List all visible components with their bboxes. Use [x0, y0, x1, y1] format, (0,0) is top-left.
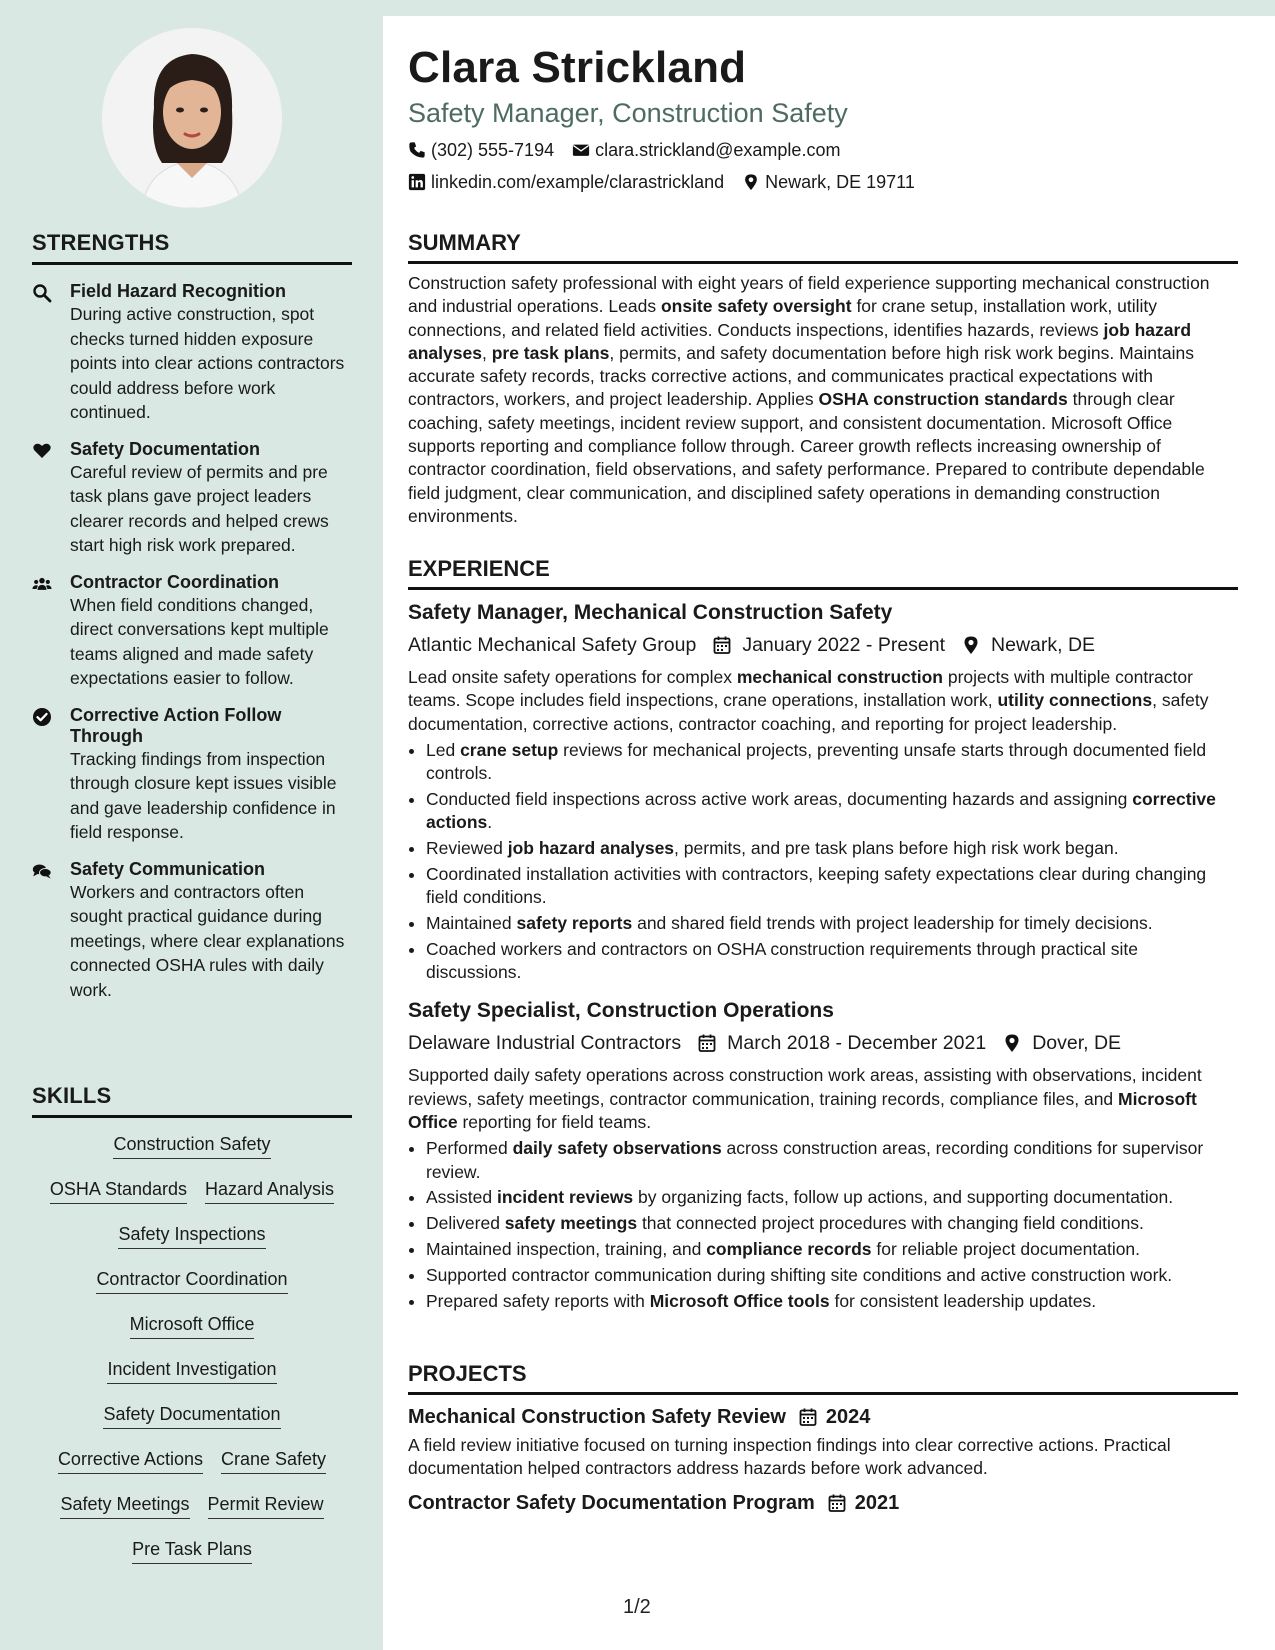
text-segment: and shared field trends with project leadership for timely decisions.	[632, 912, 1153, 933]
strength-title: Field Hazard Recognition	[70, 281, 287, 301]
location-text: Dover, DE	[1032, 1032, 1122, 1055]
skills-title: SKILLS	[32, 1083, 352, 1118]
bullet-item	[426, 837, 1238, 860]
bullet-item	[426, 1137, 1238, 1184]
text-segment: Prepared safety reports with	[426, 1290, 650, 1311]
text-segment: Conducted field inspections across active work areas, documenting hazards and assigning	[426, 788, 1133, 809]
envelope-icon	[572, 141, 590, 159]
experience-title: EXPERIENCE	[408, 556, 1238, 590]
dates-text: January 2022 - Present	[742, 634, 946, 656]
skill-row	[32, 1132, 352, 1177]
text-segment: for crane setup, installation work, utility connections, and related field activities. Conducts inspections, identifies hazards, reviews	[408, 296, 1157, 340]
job-title: Safety Manager, Mechanical Construction Safety	[408, 601, 893, 624]
strengths-title: STRENGTHS	[32, 230, 352, 265]
text-segment: Reviewed	[426, 838, 508, 859]
profile-photo	[102, 28, 282, 208]
emphasis-text: daily safety observations	[512, 1138, 722, 1159]
project-year: 2021	[854, 1491, 900, 1514]
job-company	[408, 632, 696, 658]
strength-title: Safety Communication	[70, 858, 266, 879]
bullet-item	[426, 863, 1238, 910]
project-year: 2024	[825, 1406, 871, 1428]
phone-icon	[408, 141, 426, 159]
bullet-item	[426, 938, 1238, 985]
project-name: Mechanical Construction Safety Review	[408, 1406, 786, 1428]
skill-row	[32, 1402, 352, 1447]
projects-title: PROJECTS	[408, 1361, 1238, 1395]
text-segment: , safety documentation, corrective actions, contractor coaching, and reporting for project leadership.	[408, 690, 1209, 734]
emphasis-text: OSHA construction standards	[818, 389, 1068, 410]
text-segment: Coordinated installation activities with contractors, keeping safety expectations clear during changing field conditions.	[426, 863, 1207, 908]
strength-title: Contractor Coordination	[70, 571, 279, 592]
linkedin-icon	[408, 173, 426, 191]
job-meta	[408, 632, 1238, 658]
contact-row-2	[408, 170, 1248, 194]
strength-title: Safety Documentation	[70, 438, 261, 459]
strength-item	[32, 705, 352, 845]
text-segment: Maintained inspection, training, and	[426, 1238, 707, 1259]
text-segment: Delivered	[426, 1213, 505, 1234]
emphasis-text: utility connections	[997, 690, 1153, 711]
emphasis-text: pre task plans	[491, 342, 610, 363]
text-segment: that connected project procedures with changing field conditions.	[637, 1213, 1144, 1234]
emphasis-text: crane setup	[460, 739, 559, 760]
project-name: Contractor Safety Documentation Program	[408, 1491, 815, 1514]
map-pin-icon	[742, 173, 760, 191]
skill-tag: Construction Safety	[113, 1132, 270, 1159]
text-segment: for consistent leadership updates.	[829, 1290, 1097, 1311]
emphasis-text: corrective actions	[426, 788, 1216, 833]
job-dates	[697, 1030, 986, 1056]
job-dates	[712, 632, 945, 658]
page-number: 1/2	[623, 1596, 651, 1618]
skill-row	[32, 1177, 352, 1222]
text-segment: Maintained	[426, 912, 517, 933]
check-circle-icon	[32, 707, 52, 727]
skill-row	[32, 1267, 352, 1312]
emphasis-text: job hazard analyses	[408, 319, 1192, 363]
emphasis-text: safety reports	[516, 912, 633, 933]
emphasis-text: incident reviews	[497, 1187, 634, 1208]
map-pin-icon	[961, 635, 981, 655]
location-text: Newark, DE 19711	[765, 171, 915, 192]
comments-icon	[32, 861, 52, 881]
calendar-icon	[697, 1033, 717, 1053]
linkedin-text: linkedin.com/example/clarastrickland	[431, 171, 725, 192]
emphasis-text: job hazard analyses	[507, 838, 675, 859]
strength-description: Tracking findings from inspection through closure kept issues visible and gave leadership confidence in field response.	[70, 748, 337, 842]
skill-tag: Safety Inspections	[118, 1222, 265, 1249]
bullet-item	[426, 788, 1238, 835]
strengths-section	[32, 230, 352, 1002]
text-segment: Coached workers and contractors on OSHA construction requirements through practical site discussions.	[426, 938, 1139, 983]
skill-tag: Safety Meetings	[60, 1492, 189, 1519]
project-description: A field review initiative focused on turning inspection findings into clear corrective actions. Practical documentation helped contractors address hazards before work advanced.	[408, 1435, 1171, 1479]
emphasis-text: mechanical construction	[736, 667, 943, 687]
project-entry	[408, 1404, 1238, 1481]
text-segment: by organizing facts, follow up actions, and supporting documentation.	[633, 1187, 1174, 1208]
text-segment: , permits, and safety documentation before high risk work begins. Maintains accurate safety records, tracks corrective actions, and communicates practical expectations with contractors, workers, and project leadership. Applies	[408, 342, 1194, 410]
skill-row	[32, 1537, 352, 1582]
job-location	[961, 632, 1095, 658]
job-meta	[408, 1030, 1238, 1056]
strength-title: Corrective Action Follow Through	[70, 704, 282, 746]
job-bullets	[408, 1137, 1238, 1313]
skill-tag: Crane Safety	[221, 1447, 326, 1474]
candidate-name: Clara Strickland	[408, 43, 747, 92]
emphasis-text: Microsoft Office tools	[649, 1290, 830, 1311]
phone-contact[interactable]	[408, 140, 554, 161]
portrait-icon	[102, 28, 282, 208]
skill-tag: Hazard Analysis	[205, 1177, 334, 1204]
dates-text: March 2018 - December 2021	[727, 1032, 987, 1055]
strength-item	[32, 281, 352, 425]
strength-description: Workers and contractors often sought practical guidance during meetings, where clear explanations connected OSHA rules with daily work.	[70, 881, 345, 1000]
phone-text: (302) 555-7194	[431, 139, 555, 160]
text-segment: through clear coaching, safety meetings, incident review support, and consistent documentation. Microsoft Office supports reporting and compliance follow through. Career growth reflects increasing ownership of contractor coordination, field observations, and safety performance. Prepared to contribute dependable field judgment, clear communication, and disciplined safety operations in demanding construction environments.	[408, 389, 1205, 526]
summary-text	[408, 272, 1238, 528]
strength-description: When field conditions changed, direct conversations kept multiple teams aligned and made safety expectations easier to follow.	[70, 594, 329, 688]
text-segment: across construction areas, recording conditions for supervisor review.	[426, 1138, 1204, 1182]
project-entry	[408, 1490, 1238, 1516]
text-segment: Lead onsite safety operations for complex	[408, 667, 737, 687]
text-segment: Performed	[426, 1138, 513, 1159]
project-title	[408, 1404, 1238, 1430]
text-segment: projects with multiple contractor teams. Scope includes field inspections, crane operations, installation work,	[408, 667, 1193, 711]
map-pin-icon	[1002, 1033, 1022, 1053]
job-company	[408, 1030, 681, 1056]
calendar-icon	[798, 1407, 818, 1427]
heart-icon	[32, 441, 52, 461]
text-segment: reviews for mechanical projects, preventing unsafe starts through documented field controls.	[426, 739, 1207, 784]
text-segment: Supported daily safety operations across construction work areas, assisting with observations, incident reviews, safety meetings, contractor communication, training records, compliance files, and	[408, 1065, 1202, 1109]
job-title: Safety Specialist, Construction Operations	[408, 999, 834, 1023]
bullet-item	[426, 739, 1238, 786]
text-segment: , permits, and pre task plans before high risk work began.	[674, 838, 1119, 859]
strength-item	[32, 439, 352, 558]
skill-tag: Microsoft Office	[130, 1312, 255, 1339]
calendar-icon	[712, 635, 732, 655]
text-segment: ,	[481, 342, 492, 363]
skills-list	[32, 1132, 352, 1582]
skill-row	[32, 1357, 352, 1402]
users-icon	[32, 574, 52, 594]
summary-section	[408, 230, 1238, 528]
strength-description: During active construction, spot checks turned hidden exposure points into clear actions contractors could address before work continued.	[70, 304, 345, 422]
text-segment: Construction safety professional with eight years of field experience supporting mechanical construction and industrial operations. Leads	[408, 273, 1210, 317]
location-contact	[742, 172, 915, 193]
candidate-role: Safety Manager, Construction Safety	[408, 98, 848, 128]
skill-row	[32, 1312, 352, 1357]
jobs-list	[408, 600, 1238, 1313]
job-bullets	[408, 739, 1238, 984]
skill-row	[32, 1222, 352, 1267]
bullet-item	[426, 1290, 1238, 1313]
bullet-item	[426, 912, 1238, 935]
text-segment: Assisted	[426, 1187, 497, 1208]
job-entry	[408, 998, 1238, 1312]
skill-tag: Corrective Actions	[58, 1447, 203, 1474]
text-segment: .	[487, 812, 493, 833]
skills-section	[32, 1083, 352, 1582]
contact-row	[408, 138, 1248, 162]
email-text: clara.strickland@example.com	[595, 139, 841, 160]
emphasis-text: compliance records	[706, 1238, 872, 1259]
skill-tag: Safety Documentation	[103, 1402, 280, 1429]
bullet-item	[426, 1212, 1238, 1235]
resume-header	[408, 42, 1248, 194]
bullet-item	[426, 1264, 1238, 1287]
strength-item	[32, 859, 352, 1003]
search-icon	[32, 283, 52, 303]
job-entry	[408, 600, 1238, 984]
skill-tag: Contractor Coordination	[96, 1267, 287, 1294]
projects-list	[408, 1404, 1238, 1516]
location-text: Newark, DE	[991, 634, 1096, 656]
text-segment: Supported contractor communication during shifting site conditions and active construction work.	[426, 1264, 1173, 1285]
emphasis-text: onsite safety oversight	[660, 296, 852, 317]
job-summary	[408, 1064, 1238, 1134]
bullet-item	[426, 1186, 1238, 1209]
company-text: Delaware Industrial Contractors	[408, 1032, 682, 1055]
text-segment: Led	[426, 739, 461, 760]
strength-description: Careful review of permits and pre task plans gave project leaders clearer records and helped crews start high risk work prepared.	[70, 461, 329, 555]
skill-tag: Pre Task Plans	[132, 1537, 252, 1564]
skill-tag: Permit Review	[208, 1492, 324, 1519]
text-segment: reporting for field teams.	[457, 1111, 652, 1132]
text-segment: for reliable project documentation.	[871, 1238, 1141, 1259]
emphasis-text: Microsoft Office	[408, 1088, 1197, 1132]
project-title	[408, 1490, 1238, 1516]
company-text: Atlantic Mechanical Safety Group	[408, 634, 697, 656]
skill-row	[32, 1447, 352, 1492]
skill-tag: Incident Investigation	[107, 1357, 276, 1384]
strength-item	[32, 572, 352, 691]
skill-row	[32, 1492, 352, 1537]
projects-section	[408, 1361, 1238, 1516]
email-contact[interactable]	[572, 140, 840, 161]
summary-title: SUMMARY	[408, 230, 1238, 264]
experience-section	[408, 556, 1238, 1315]
bullet-item	[426, 1238, 1238, 1261]
calendar-icon	[827, 1493, 847, 1513]
linkedin-contact[interactable]	[408, 172, 724, 193]
main-content	[383, 16, 1275, 1650]
job-summary	[408, 666, 1238, 736]
skill-tag: OSHA Standards	[50, 1177, 187, 1204]
emphasis-text: safety meetings	[504, 1213, 638, 1234]
sidebar	[0, 0, 383, 1650]
job-location	[1002, 1030, 1121, 1056]
